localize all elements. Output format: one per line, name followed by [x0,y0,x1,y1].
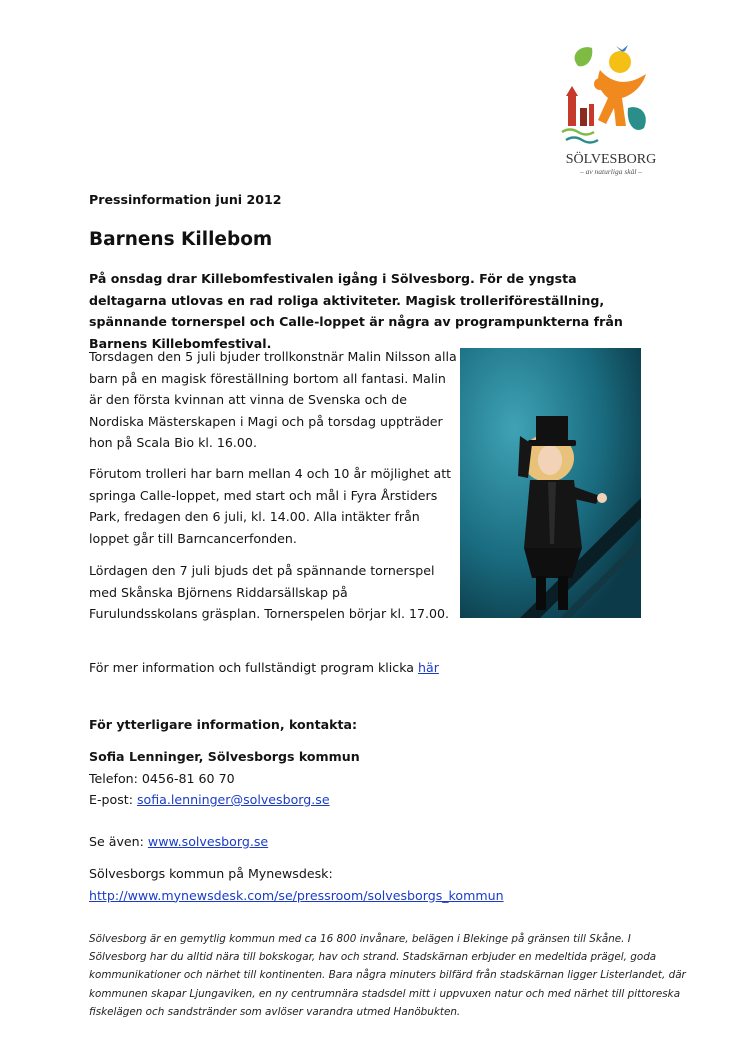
website-link[interactable]: www.solvesborg.se [147,834,269,849]
email-link[interactable]: sofia.lenninger@solvesborg.se [136,792,330,807]
contact-heading: För ytterligare information, kontakta: [89,717,358,732]
phone-label: Telefon: [89,770,142,786]
lead-paragraph: På onsdag drar Killebomfestivalen igång i Sölvesborg. För de yngsta deltagarna utlovas en rad roliga aktiviteter. Magisk trolleriföreställning, spännande tornerspel och Calle-loppet är några av programpunkterna från Barnens Killebomfestival. [89,271,623,351]
more-info-text: För mer information och fullständigt program klicka [89,660,418,675]
more-info-line [89,657,439,679]
about-paragraph: Sölvesborg är en gemytlig kommun med ca 16 800 invånare, belägen i Blekinge på gränsen till Skåne. I Sölvesborg har du alltid nära till bokskogar, hav och strand. Stadskärnan erbjuder en medeltida prägel, goda kommunikationer och närhet till kontinenten. Bara några minuters bilfärd från stadskärnan ligger Listerlandet, där kommunen skapar Ljungaviken, en ny centrumnära stadsdel mitt i uppvuxen natur och med närhet till pittoreska fiskelägen och sandstränder som avlöser varandra utmed Hanöbukten. [89,933,686,1018]
see-also-line [89,831,268,853]
body-paragraph-3: Lördagen den 7 juli bjuds det på spännande tornerspel med Skånska Björnens Riddarsällskap på Furulundsskolans gräsplan. Tornerspelen börjar kl. 17.00. [89,563,450,621]
page-title: Barnens Killebom [89,229,273,250]
logo-tagline: – av naturliga skäl – [579,167,643,176]
solvesborg-logo [556,38,666,178]
press-label: Pressinformation juni 2012 [89,192,282,207]
contact-name: Sofia Lenninger, Sölvesborgs kommun [89,749,360,764]
email-label: E-post: [89,792,137,807]
body-paragraph-1: Torsdagen den 5 juli bjuder trollkonstnär Malin Nilsson alla barn på en magisk föreställning bortom all fantasi. Malin är den första kvinnan att vinna de Svenska och de Nordiska Mästerskapen i Magi och på torsdag uppträder hon på Scala Bio kl. 16.00. [89,349,457,450]
magician-photo [460,348,641,618]
contact-email [89,789,360,811]
mynewsdesk-block [89,863,504,906]
magician-photo-image [460,348,641,618]
phone-number: 0456-81 60 70 [141,770,235,786]
contact-block [89,746,360,811]
contact-phone [89,768,360,790]
see-also-label: Se även: [89,834,148,849]
program-link[interactable]: här [418,660,439,675]
body-paragraph-2: Förutom trolleri har barn mellan 4 och 10 år möjlighet att springa Calle-loppet, med start och mål i Fyra Årstiders Park, fredagen den 6 juli, kl. 14.00. Alla intäkter från loppet går till Barncancerfonden. [89,466,452,546]
mynewsdesk-label: Sölvesborgs kommun på Mynewsdesk: [89,866,333,881]
logo-emblem-icon [556,38,666,178]
logo-wordmark: SÖLVESBORG [565,152,657,167]
mynewsdesk-link[interactable]: http://www.mynewsdesk.com/se/pressroom/solvesborgs_kommun [89,887,504,903]
